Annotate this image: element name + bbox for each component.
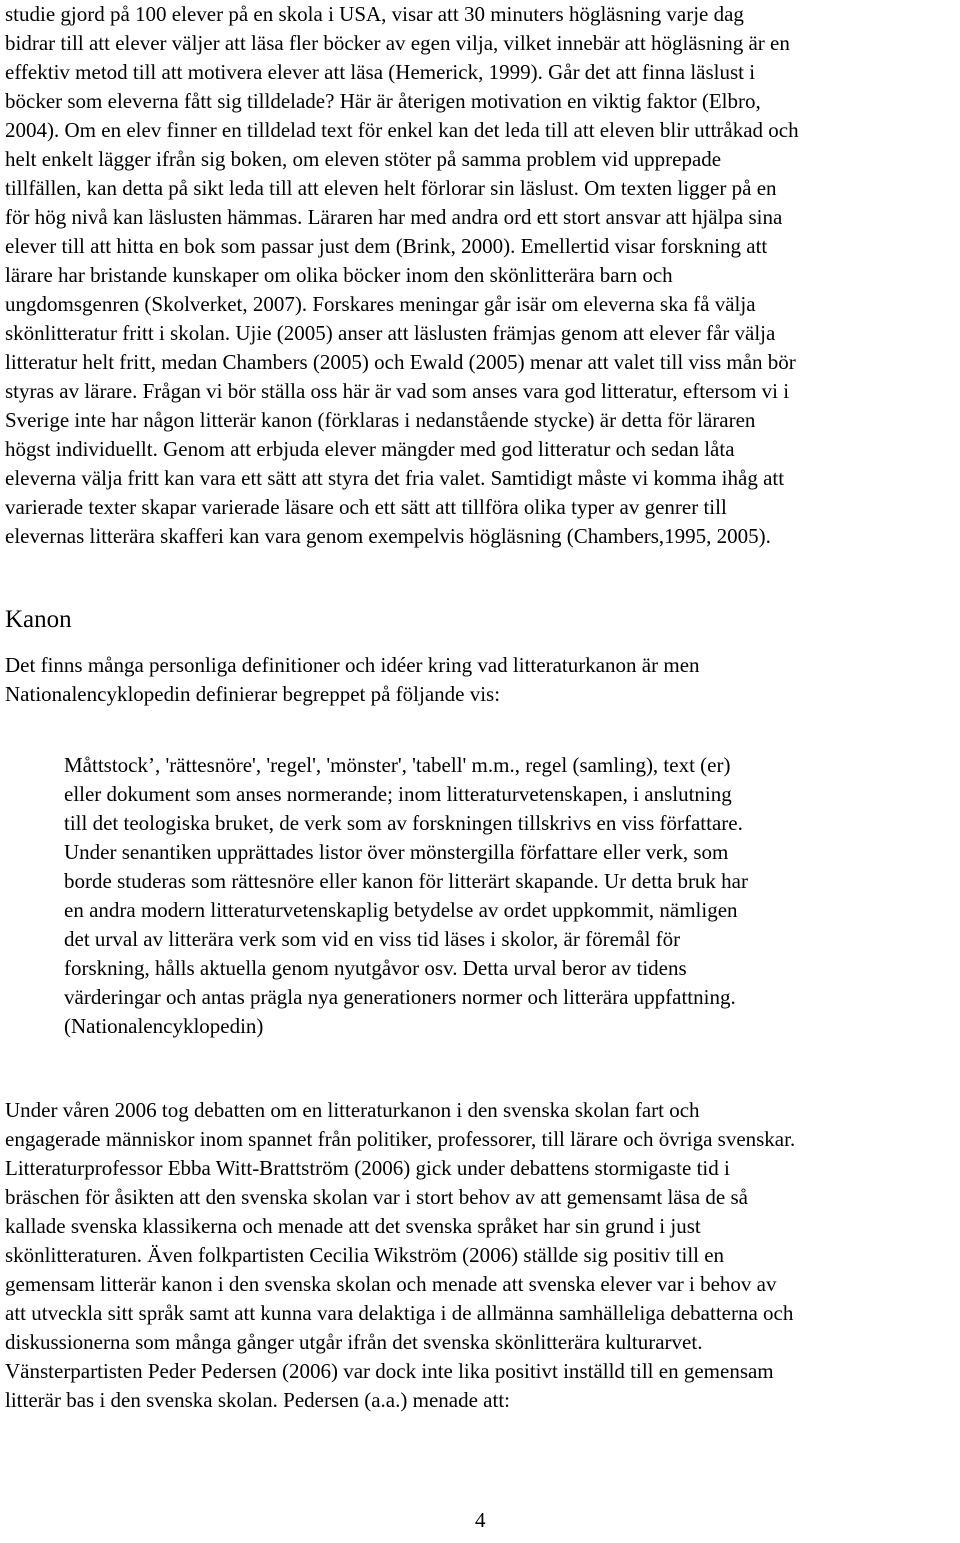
text-line: för hög nivå kan läslusten hämmas. Läraren har med andra ord ett stort ansvar att hjälpa sina [5,205,783,229]
text-line: kallade svenska klassikerna och menade att det svenska språket har sin grund i just [5,1214,701,1238]
quote-line: det urval av litterära verk som vid en viss tid läses i skolor, är föremål för [64,927,681,951]
text-line: effektiv metod till att motivera elever att läsa (Hemerick, 1999). Går det att finna läslust i [5,60,756,84]
page-number: 4 [475,1508,486,1532]
text-line: varierade texter skapar varierade läsare och ett sätt att tillföra olika typer av genrer till [5,495,727,519]
text-line: högst individuellt. Genom att erbjuda elever mängder med god litteratur och sedan låta [5,437,735,461]
text-line: skönlitteraturen. Även folkpartisten Cecilia Wikström (2006) ställde sig positiv till en [5,1243,725,1267]
text-line: lärare har bristande kunskaper om olika böcker inom den skönlitterära barn och [5,263,673,287]
text-line: diskussionerna som många gånger utgår ifrån det svenska skönlitterära kulturarvet. [5,1330,703,1354]
quote-line: forskning, hålls aktuella genom nyutgåvor osv. Detta urval beror av tidens [64,956,687,980]
text-line: att utveckla sitt språk samt att kunna vara delaktiga i de allmänna samhälleliga debatterna och [5,1301,794,1325]
quote-line: borde studeras som rättesnöre eller kanon för litterärt skapande. Ur detta bruk har [64,869,748,893]
text-line: litteratur helt fritt, medan Chambers (2005) och Ewald (2005) menar att valet till viss mån bör [5,350,796,374]
text-line: Vänsterpartisten Peder Pedersen (2006) var dock inte lika positivt inställd till en gemensam [5,1359,774,1383]
quote-line: (Nationalencyklopedin) [64,1014,264,1038]
text-line: ungdomsgenren (Skolverket, 2007). Forskares meningar går isär om eleverna ska få välja [5,292,756,316]
text-line: bräschen för åsikten att den svenska skolan var i stort behov av att gemensamt läsa de så [5,1185,748,1209]
quote-line: till det teologiska bruket, de verk som av forskningen tillskrivs en viss författare. [64,811,743,835]
text-line: litterär bas i den svenska skolan. Pedersen (a.a.) menade att: [5,1388,510,1412]
text-line: Under våren 2006 tog debatten om en litteraturkanon i den svenska skolan fart och [5,1098,700,1122]
text-line: Nationalencyklopedin definierar begreppet på följande vis: [5,682,501,706]
quote-line: Måttstock’, 'rättesnöre', 'regel', 'mönster', 'tabell' m.m., regel (samling), text (er) [64,753,731,777]
section-heading: Kanon [5,606,72,633]
text-line: böcker som eleverna fått sig tilldelade? Här är återigen motivation en viktig faktor (Elbro, [5,89,761,113]
text-line: bidrar till att elever väljer att läsa fler böcker av egen vilja, vilket innebär att högläsning är en [5,31,790,55]
text-line: skönlitteratur fritt i skolan. Ujie (2005) anser att läslusten främjas genom att elever får välja [5,321,776,345]
text-line: 2004). Om en elev finner en tilldelad text för enkel kan det leda till att eleven blir uttråkad och [5,118,799,142]
text-line: studie gjord på 100 elever på en skola i USA, visar att 30 minuters högläsning varje dag [5,2,744,26]
text-line: Det finns många personliga definitioner och idéer kring vad litteraturkanon är men [5,653,700,677]
text-line: elever till att hitta en bok som passar just dem (Brink, 2000). Emellertid visar forskning att [5,234,768,258]
text-line: elevernas litterära skafferi kan vara genom exempelvis högläsning (Chambers,1995, 2005). [5,524,771,548]
text-line: helt enkelt lägger ifrån sig boken, om eleven stöter på samma problem vid upprepade [5,147,722,171]
text-line: tillfällen, kan detta på sikt leda till att eleven helt förlorar sin läslust. Om texten ligger på en [5,176,777,200]
text-line: Litteraturprofessor Ebba Witt-Brattström (2006) gick under debattens stormigaste tid i [5,1156,730,1180]
quote-line: Under senantiken upprättades listor över mönstergilla författare eller verk, som [64,840,729,864]
quote-line: eller dokument som anses normerande; inom litteraturvetenskapen, i anslutning [64,782,732,806]
text-line: Sverige inte har någon litterär kanon (förklaras i nedanstående stycke) är detta för läraren [5,408,756,432]
text-line: styras av lärare. Frågan vi bör ställa oss här är vad som anses vara god litteratur, eftersom vi i [5,379,790,403]
text-line: engagerade människor inom spannet från politiker, professorer, till lärare och övriga svenskar. [5,1127,796,1151]
text-line: gemensam litterär kanon i den svenska skolan och menade att svenska elever var i behov av [5,1272,777,1296]
quote-line: värderingar och antas prägla nya generationers normer och litterära uppfattning. [64,985,736,1009]
text-line: eleverna välja fritt kan vara ett sätt att styra det fria valet. Samtidigt måste vi komma ihåg att [5,466,785,490]
quote-line: en andra modern litteraturvetenskaplig betydelse av ordet uppkommit, nämligen [64,898,738,922]
